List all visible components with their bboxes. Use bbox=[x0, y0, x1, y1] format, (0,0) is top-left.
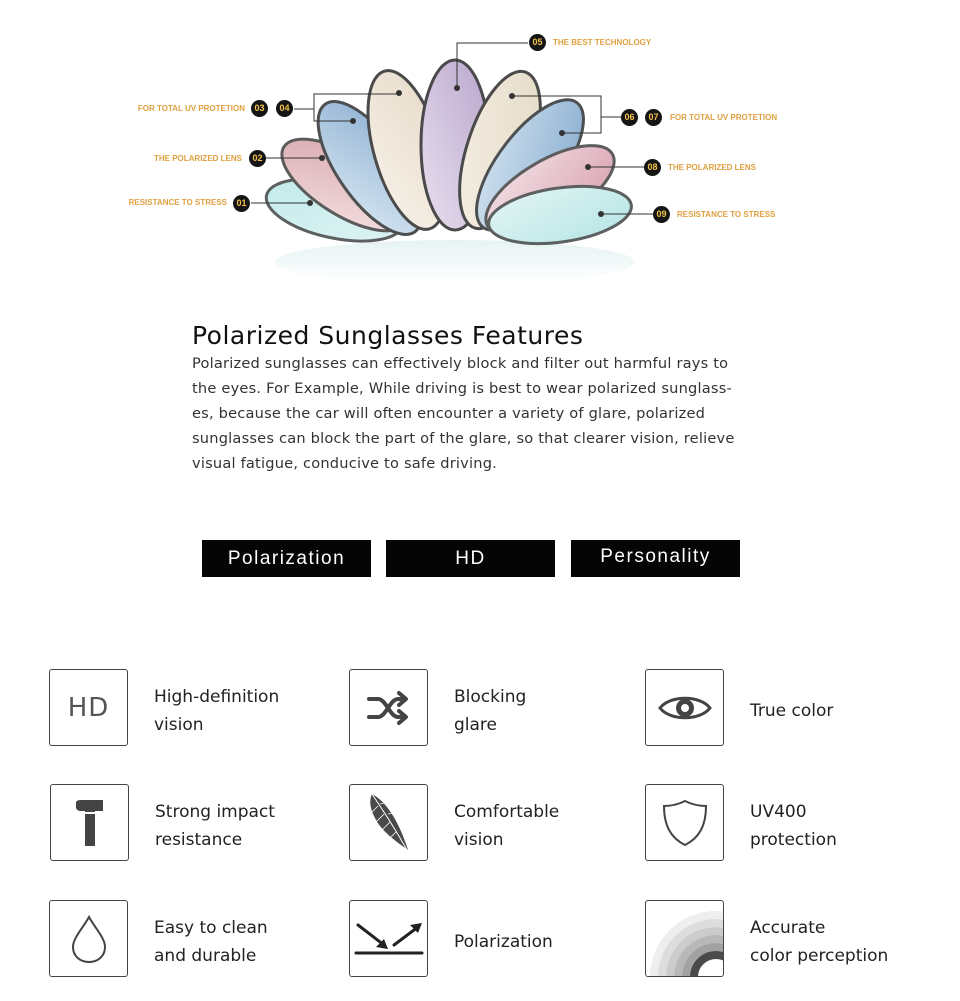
feature-accurate-color bbox=[645, 900, 935, 978]
feature-label: High-definition vision bbox=[154, 687, 280, 735]
feather-icon bbox=[349, 784, 428, 861]
description-line: visual fatigue, conducive to safe driving. bbox=[192, 455, 498, 472]
callout-badge-09: 09 bbox=[653, 206, 670, 223]
feature-label: True color bbox=[750, 701, 834, 721]
description-line: the eyes. For Example, While driving is best to wear polarized sunglass- bbox=[192, 380, 732, 397]
callout-label-02: THE POLARIZED LENS bbox=[153, 154, 242, 163]
feature-label: Accurate color perception bbox=[750, 918, 889, 966]
callout-badge-01: 01 bbox=[233, 195, 250, 212]
feature-label: Comfortable vision bbox=[454, 802, 560, 850]
feature-comfortable-vision bbox=[349, 784, 639, 862]
callout-badge-02: 02 bbox=[249, 150, 266, 167]
feature-label: Blocking glare bbox=[454, 687, 527, 735]
hammer-icon bbox=[50, 784, 129, 861]
feature-uv400 bbox=[645, 784, 935, 862]
lens-fan-graphic bbox=[0, 0, 960, 300]
callout-label-01: RESISTANCE TO STRESS bbox=[128, 198, 227, 207]
feature-label: UV400 protection bbox=[750, 802, 837, 850]
description-line: es, because the car will often encounter a variety of glare, polarized bbox=[192, 405, 706, 422]
callout-label-05: THE BEST TECHNOLOGY bbox=[553, 38, 652, 47]
callout-badge-08: 08 bbox=[644, 159, 661, 176]
callout-badge-07: 07 bbox=[645, 109, 662, 126]
callout-badge-03: 03 bbox=[251, 100, 268, 117]
feature-polarization bbox=[349, 900, 639, 978]
feature-label: Strong impact resistance bbox=[155, 802, 275, 850]
feature-label: Easy to clean and durable bbox=[154, 918, 268, 966]
feature-impact-resistance bbox=[50, 784, 340, 862]
feature-true-color bbox=[645, 669, 935, 747]
callout-badge-05: 05 bbox=[529, 34, 546, 51]
callout-label-07: FOR TOTAL UV PROTETION bbox=[670, 113, 778, 122]
callout-label-09: RESISTANCE TO STRESS bbox=[677, 210, 776, 219]
hd-icon-text: HD bbox=[67, 692, 110, 723]
callout-badge-04: 04 bbox=[276, 100, 293, 117]
page-title: Polarized Sunglasses Features bbox=[192, 321, 584, 350]
description-line: sunglasses can block the part of the glare, so that clearer vision, relieve bbox=[192, 430, 735, 447]
feature-label: Polarization bbox=[454, 932, 553, 952]
color-arc-icon bbox=[645, 900, 724, 977]
shield-icon bbox=[645, 784, 724, 861]
polarization-icon bbox=[349, 900, 428, 977]
droplet-icon bbox=[49, 900, 128, 977]
feature-hd-vision bbox=[49, 669, 339, 747]
lens-fan-illustration bbox=[0, 0, 960, 300]
callout-badge-06: 06 bbox=[621, 109, 638, 126]
callout-label-08: THE POLARIZED LENS bbox=[668, 163, 757, 172]
description-line: Polarized sunglasses can effectively block and filter out harmful rays to bbox=[192, 355, 729, 372]
shuffle-icon bbox=[349, 669, 428, 746]
hd-icon bbox=[49, 669, 128, 746]
tab-polarization[interactable]: Polarization bbox=[202, 540, 371, 577]
eye-icon bbox=[645, 669, 724, 746]
tab-personality[interactable]: Personality bbox=[571, 540, 740, 577]
feature-blocking-glare bbox=[349, 669, 639, 747]
lens-reflection bbox=[275, 240, 635, 284]
callout-label-03: FOR TOTAL UV PROTETION bbox=[137, 104, 245, 113]
feature-description bbox=[192, 351, 767, 476]
tab-hd[interactable]: HD bbox=[386, 540, 555, 577]
feature-easy-clean bbox=[49, 900, 339, 978]
